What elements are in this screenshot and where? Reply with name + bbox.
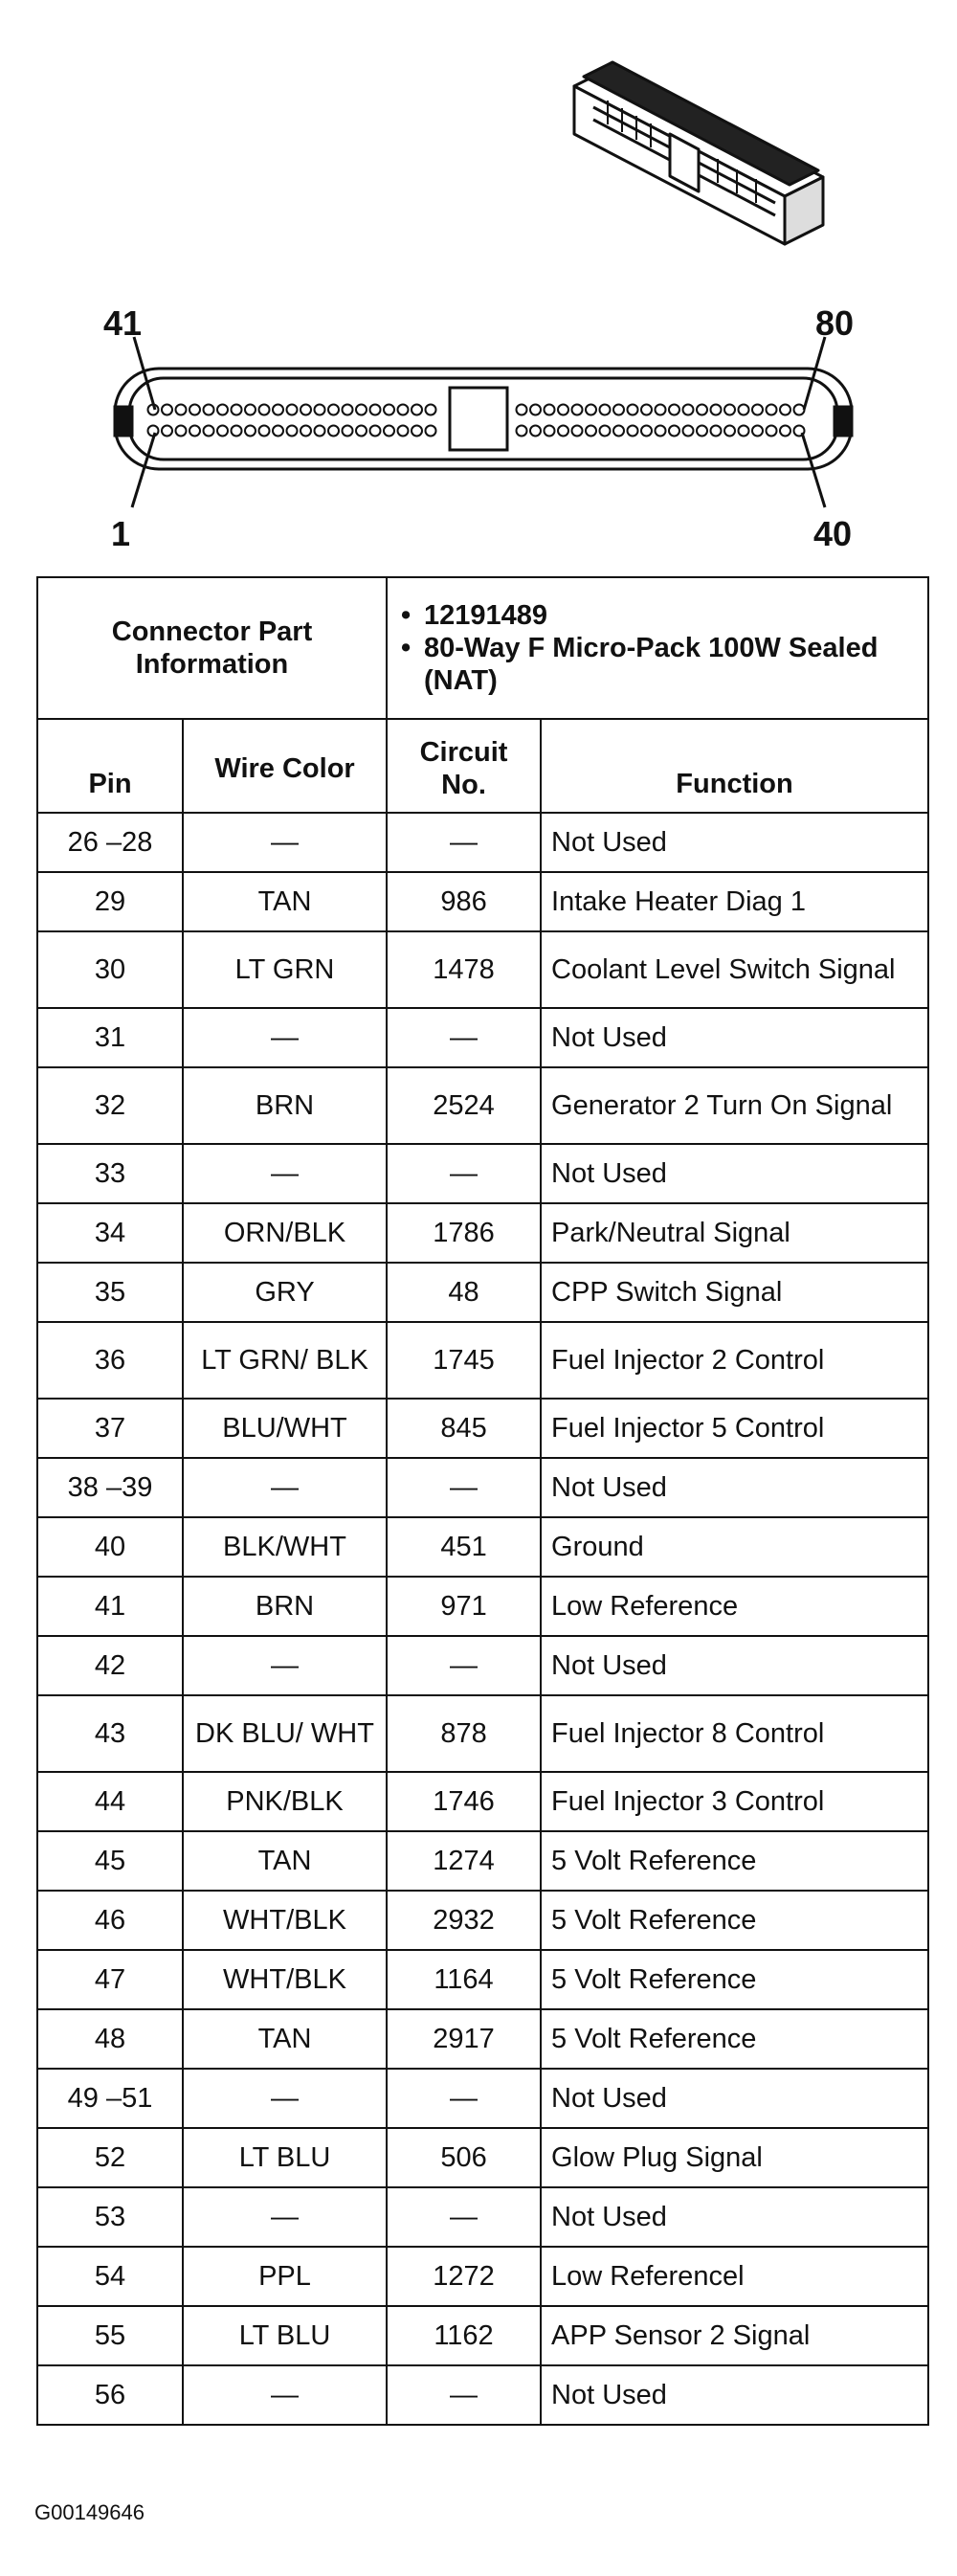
table-row [37,1203,928,1263]
wire-color-cell: LT BLU [183,2306,387,2365]
pin-hole [669,426,679,437]
pin-cell: 37 [37,1399,183,1458]
figure-reference-code: G00149646 [34,2500,145,2524]
pin-cell: 56 [37,2365,183,2425]
pin-hole [586,405,596,415]
circuit-no-cell: — [387,1458,541,1517]
wire-color-cell: — [183,1144,387,1203]
circuit-no-cell: — [387,1144,541,1203]
connector-info-row [37,577,928,719]
pin-hole [572,426,583,437]
pin-hole [259,426,270,437]
pin-hole [724,426,735,437]
pin-hole [426,405,436,415]
pin-hole [204,426,214,437]
pin-hole [204,405,214,415]
pin-hole [300,426,311,437]
circuit-no-cell: — [387,1008,541,1067]
pin-hole [162,405,172,415]
function-cell: Ground [541,1517,928,1577]
pin-cell: 47 [37,1950,183,2009]
table-header-row [37,719,928,813]
pin-hole [767,426,777,437]
table-row [37,813,928,872]
pin-hole [739,426,749,437]
pin-hole [794,405,805,415]
connector-housing-illustration [574,62,823,244]
wire-color-cell: — [183,1458,387,1517]
table-row [37,2069,928,2128]
pin-hole [412,426,422,437]
circuit-no-cell: 2917 [387,2009,541,2069]
table-row [37,1322,928,1399]
pin-cell: 35 [37,1263,183,1322]
circuit-no-cell: — [387,2069,541,2128]
pin-hole [370,405,381,415]
pin-cell: 26 –28 [37,813,183,872]
circuit-no-cell: — [387,2365,541,2425]
pin-cell: 29 [37,872,183,931]
pin-hole [343,426,353,437]
connector-diagram [0,0,957,565]
function-cell: Glow Plug Signal [541,2128,928,2187]
pin-hole [656,405,666,415]
function-cell: Low Referencel [541,2247,928,2306]
function-cell: Fuel Injector 5 Control [541,1399,928,1458]
pin-cell: 44 [37,1772,183,1831]
pin-hole [558,426,568,437]
header-pin: Pin [37,719,183,813]
circuit-no-cell: 845 [387,1399,541,1458]
function-cell: Coolant Level Switch Signal [541,931,928,1008]
wire-color-cell: BRN [183,1577,387,1636]
pin-hole [412,405,422,415]
circuit-no-cell: 1272 [387,2247,541,2306]
pin-cell: 54 [37,2247,183,2306]
pin-hole [545,426,555,437]
table-row [37,1772,928,1831]
wire-color-cell: LT GRN [183,931,387,1008]
function-cell: Intake Heater Diag 1 [541,872,928,931]
wire-color-cell: LT GRN/ BLK [183,1322,387,1399]
pin-cell: 38 –39 [37,1458,183,1517]
pin-hole [287,405,298,415]
pin-hole [697,426,707,437]
pin-cell: 40 [37,1517,183,1577]
function-cell: Not Used [541,2069,928,2128]
pin-hole [572,405,583,415]
pin-hole [628,405,638,415]
wire-color-cell: — [183,1008,387,1067]
table-row [37,1399,928,1458]
pin-hole [273,426,283,437]
pin-hole [600,405,611,415]
circuit-no-cell: 878 [387,1695,541,1772]
circuit-no-cell: 1746 [387,1772,541,1831]
pin-hole [189,426,200,437]
function-cell: 5 Volt Reference [541,2009,928,2069]
function-cell: Not Used [541,813,928,872]
pin-hole [217,405,228,415]
table-row [37,2306,928,2365]
function-cell: APP Sensor 2 Signal [541,2306,928,2365]
circuit-no-cell: 2932 [387,1891,541,1950]
pin-cell: 34 [37,1203,183,1263]
circuit-no-cell: — [387,813,541,872]
function-cell: Park/Neutral Signal [541,1203,928,1263]
header-function: Function [541,719,928,813]
pin-hole [300,405,311,415]
pin-hole [669,405,679,415]
table-row [37,1636,928,1695]
pin-hole [613,426,624,437]
pin-hole [162,426,172,437]
table-row [37,1144,928,1203]
pin-hole [273,405,283,415]
wire-color-cell: TAN [183,2009,387,2069]
table-row [37,1831,928,1891]
pin-hole [724,405,735,415]
wire-color-cell: TAN [183,872,387,931]
pin-hole [384,405,394,415]
pin-hole [628,426,638,437]
pin-hole [356,426,367,437]
pin-hole [517,426,527,437]
pin-hole [328,426,339,437]
wire-color-cell: PNK/BLK [183,1772,387,1831]
wire-color-cell: BRN [183,1067,387,1144]
table-row [37,1067,928,1144]
table-row [37,1695,928,1772]
function-cell: Not Used [541,2365,928,2425]
pin-hole [739,405,749,415]
connector-part-info-values [387,577,928,719]
pin-cell: 48 [37,2009,183,2069]
circuit-no-cell: 971 [387,1577,541,1636]
pin-label-top-right: 80 [815,303,855,343]
pin-cell: 43 [37,1695,183,1772]
pin-hole [752,405,763,415]
pin-hole [656,426,666,437]
pinout-table [36,576,929,2426]
wire-color-cell: WHT/BLK [183,1891,387,1950]
pin-hole [545,405,555,415]
function-cell: Low Reference [541,1577,928,1636]
wire-color-cell: BLU/WHT [183,1399,387,1458]
pin-hole [683,405,694,415]
function-cell: 5 Volt Reference [541,1891,928,1950]
pin-hole [217,426,228,437]
pin-cell: 46 [37,1891,183,1950]
connector-face [115,369,852,469]
pin-hole [245,405,256,415]
circuit-no-cell: 1478 [387,931,541,1008]
pin-hole [370,426,381,437]
function-cell: 5 Volt Reference [541,1950,928,2009]
function-cell: CPP Switch Signal [541,1263,928,1322]
pin-hole [600,426,611,437]
pin-hole [780,405,790,415]
pin-hole [398,405,409,415]
connector-description: • 80-Way F Micro-Pack 100W Sealed (NAT) [397,632,918,697]
pin-hole [641,405,652,415]
table-row [37,1263,928,1322]
pin-hole [176,405,187,415]
function-cell: Not Used [541,1008,928,1067]
pin-hole [752,426,763,437]
pin-hole [697,405,707,415]
table-row [37,2247,928,2306]
pin-hole [189,405,200,415]
pin-hole [711,405,722,415]
circuit-no-cell: 1164 [387,1950,541,2009]
wire-color-cell: LT BLU [183,2128,387,2187]
pin-cell: 30 [37,931,183,1008]
pin-cell: 55 [37,2306,183,2365]
wire-color-cell: WHT/BLK [183,1950,387,2009]
wire-color-cell: — [183,813,387,872]
wire-color-cell: PPL [183,2247,387,2306]
pin-cell: 32 [37,1067,183,1144]
function-cell: Not Used [541,2187,928,2247]
pin-hole [384,426,394,437]
pin-hole [315,426,325,437]
wire-color-cell: — [183,2069,387,2128]
table-row [37,2009,928,2069]
wire-color-cell: — [183,2365,387,2425]
wire-color-cell: — [183,1636,387,1695]
pin-cell: 45 [37,1831,183,1891]
function-cell: 5 Volt Reference [541,1831,928,1891]
pin-hole [426,426,436,437]
wire-color-cell: — [183,2187,387,2247]
wire-color-cell: TAN [183,1831,387,1891]
pin-hole [517,405,527,415]
table-row [37,2365,928,2425]
table-row [37,1891,928,1950]
function-cell: Not Used [541,1144,928,1203]
table-row [37,1950,928,2009]
pin-cell: 49 –51 [37,2069,183,2128]
pin-hole [398,426,409,437]
pin-cell: 53 [37,2187,183,2247]
pin-hole [711,426,722,437]
pin-hole [356,405,367,415]
wire-color-cell: BLK/WHT [183,1517,387,1577]
pin-hole [315,405,325,415]
circuit-no-cell: 2524 [387,1067,541,1144]
pin-hole [613,405,624,415]
pin-hole [232,426,242,437]
function-cell: Fuel Injector 8 Control [541,1695,928,1772]
table-row [37,1008,928,1067]
pin-hole [530,426,541,437]
pin-hole [245,426,256,437]
pin-hole [287,426,298,437]
pin-hole [641,426,652,437]
pin-hole [767,405,777,415]
function-cell: Not Used [541,1458,928,1517]
circuit-no-cell: 48 [387,1263,541,1322]
circuit-no-cell: — [387,1636,541,1695]
circuit-no-cell: 506 [387,2128,541,2187]
wire-color-cell: DK BLU/ WHT [183,1695,387,1772]
header-wire-color: Wire Color [183,719,387,813]
circuit-no-cell: 1786 [387,1203,541,1263]
pin-hole [259,405,270,415]
pin-hole [683,426,694,437]
table-row [37,2128,928,2187]
pin-cell: 36 [37,1322,183,1399]
wire-color-cell: GRY [183,1263,387,1322]
pin-hole [780,426,790,437]
pin-hole [530,405,541,415]
pin-label-bottom-right: 40 [813,514,853,553]
pin-label-top-left: 41 [103,303,143,343]
circuit-no-cell: — [387,2187,541,2247]
pin-hole [558,405,568,415]
pin-label-bottom-left: 1 [111,514,131,553]
function-cell: Fuel Injector 3 Control [541,1772,928,1831]
table-row [37,1458,928,1517]
function-cell: Generator 2 Turn On Signal [541,1067,928,1144]
header-circuit-no: Circuit No. [387,719,541,813]
connector-part-info-label: Connector Part Information [37,577,387,719]
pin-hole [232,405,242,415]
table-row [37,2187,928,2247]
table-row [37,1577,928,1636]
function-cell: Not Used [541,1636,928,1695]
table-row [37,931,928,1008]
circuit-no-cell: 986 [387,872,541,931]
circuit-no-cell: 451 [387,1517,541,1577]
pin-cell: 41 [37,1577,183,1636]
pin-cell: 31 [37,1008,183,1067]
connector-part-number: • 12191489 [397,599,918,632]
table-row [37,1517,928,1577]
wire-color-cell: ORN/BLK [183,1203,387,1263]
pin-hole [343,405,353,415]
table-row [37,872,928,931]
pin-hole [176,426,187,437]
pin-cell: 33 [37,1144,183,1203]
function-cell: Fuel Injector 2 Control [541,1322,928,1399]
pin-hole [328,405,339,415]
pin-hole [586,426,596,437]
pin-cell: 42 [37,1636,183,1695]
circuit-no-cell: 1745 [387,1322,541,1399]
circuit-no-cell: 1162 [387,2306,541,2365]
circuit-no-cell: 1274 [387,1831,541,1891]
pin-cell: 52 [37,2128,183,2187]
